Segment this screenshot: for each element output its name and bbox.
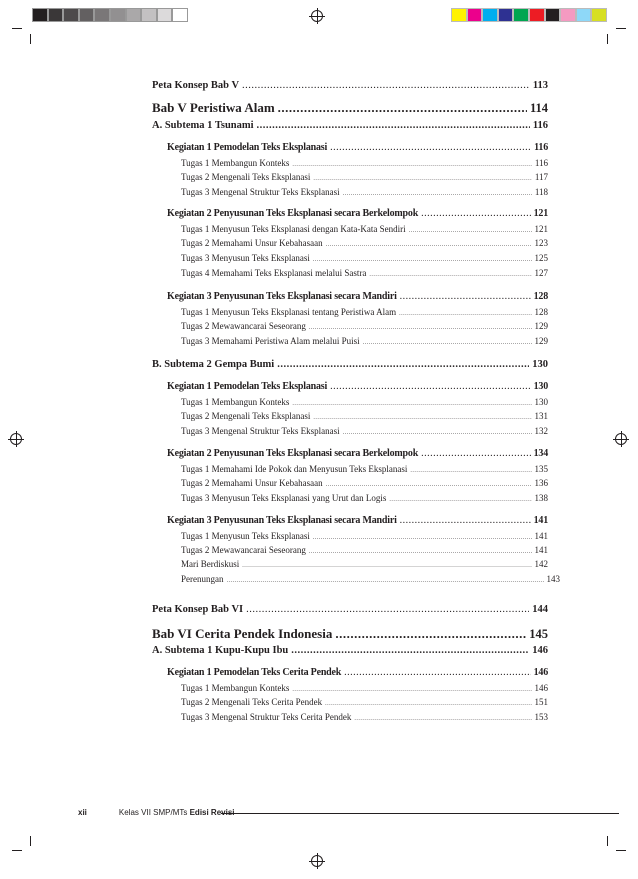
toc-entry-page: 125	[534, 253, 548, 263]
toc-entry-page: 123	[534, 238, 548, 248]
toc-entry[interactable]	[181, 464, 548, 474]
toc-entry-page: 134	[533, 448, 548, 459]
crop-mark	[30, 836, 31, 846]
toc-leader-dots	[400, 291, 531, 302]
toc-leader-dots	[313, 257, 532, 263]
toc-leader-dots	[409, 228, 532, 234]
toc-leader-dots	[325, 701, 531, 707]
toc-entry-label: A. Subtema 1 Kupu-Kupu Ibu	[152, 645, 289, 656]
toc-entry[interactable]	[181, 697, 548, 707]
toc-entry[interactable]	[152, 359, 548, 370]
toc-entry-page: 144	[532, 604, 548, 615]
toc-leader-dots	[313, 415, 531, 421]
toc-entry[interactable]	[181, 683, 548, 693]
toc-entry-label: Tugas 2 Mewawancarai Seseorang	[181, 321, 306, 331]
toc-entry[interactable]	[181, 336, 548, 346]
toc-entry-label: Peta Konsep Bab V	[152, 80, 240, 91]
toc-entry[interactable]	[181, 307, 548, 317]
toc-entry-page: 138	[534, 493, 548, 503]
toc-leader-dots	[344, 667, 530, 678]
toc-entry-label: Kegiatan 2 Penyusunan Teks Eksplanasi secara Berkelompok	[167, 208, 419, 219]
toc-entry[interactable]	[181, 545, 548, 555]
toc-entry-page: 141	[534, 545, 548, 555]
color-swatch	[451, 8, 467, 22]
toc-entry-page: 117	[534, 172, 548, 182]
toc-leader-dots	[292, 401, 531, 407]
color-swatch	[591, 8, 607, 22]
toc-entry-page: 127	[534, 268, 548, 278]
crop-mark	[607, 836, 608, 846]
toc-entry-label: Kegiatan 1 Pemodelan Teks Eksplanasi	[167, 142, 328, 153]
toc-leader-dots	[326, 482, 532, 488]
toc-leader-dots	[313, 535, 532, 541]
page-number: xii	[78, 808, 87, 817]
toc-entry-label: Tugas 1 Menyusun Teks Eksplanasi dengan Kata-Kata Sendiri	[181, 224, 406, 234]
toc-entry[interactable]	[152, 80, 548, 91]
toc-entry-page: 135	[534, 464, 548, 474]
gray-swatch	[79, 8, 95, 22]
grayscale-calibration-bar	[32, 8, 188, 22]
toc-leader-dots	[292, 687, 531, 693]
toc-entry-label: Tugas 3 Menyusun Teks Eksplanasi	[181, 253, 310, 263]
toc-leader-dots	[343, 191, 532, 197]
toc-entry[interactable]	[181, 158, 548, 168]
toc-leader-dots	[330, 142, 531, 153]
toc-entry[interactable]	[181, 426, 548, 436]
toc-leader-dots	[246, 604, 529, 615]
toc-entry[interactable]	[152, 100, 548, 116]
gray-swatch	[110, 8, 126, 22]
gray-swatch	[126, 8, 142, 22]
toc-entry-label: Kegiatan 1 Pemodelan Teks Cerita Pendek	[167, 667, 342, 678]
toc-entry-page: 130	[532, 359, 548, 370]
toc-entry[interactable]	[167, 515, 548, 526]
book-edition: Edisi Revisi	[189, 808, 235, 817]
toc-entry-label: Tugas 4 Memahami Teks Eksplanasi melalui Sastra	[181, 268, 367, 278]
toc-leader-dots	[313, 176, 531, 182]
toc-entry[interactable]	[167, 667, 548, 678]
color-swatch	[513, 8, 529, 22]
toc-entry-label: Kegiatan 2 Penyusunan Teks Eksplanasi secara Berkelompok	[167, 448, 419, 459]
toc-entry[interactable]	[181, 268, 548, 278]
toc-leader-dots	[330, 381, 531, 392]
toc-entry-label: Kegiatan 1 Pemodelan Teks Eksplanasi	[167, 381, 328, 392]
toc-entry-page: 116	[534, 142, 548, 153]
color-swatch	[560, 8, 576, 22]
toc-entry-label: Tugas 3 Mengenal Struktur Teks Cerita Pendek	[181, 712, 352, 722]
toc-entry-page: 121	[534, 224, 548, 234]
toc-entry-label: Tugas 1 Membangun Konteks	[181, 397, 290, 407]
toc-entry-label: Tugas 3 Mengenal Struktur Teks Eksplanasi	[181, 187, 340, 197]
toc-entry-label: Kegiatan 3 Penyusunan Teks Eksplanasi secara Mandiri	[167, 515, 397, 526]
crop-mark	[12, 850, 22, 851]
toc-leader-dots	[277, 359, 529, 370]
toc-entry[interactable]	[181, 712, 548, 722]
crop-mark	[12, 28, 22, 29]
toc-entry-page: 131	[534, 411, 548, 421]
color-swatch	[482, 8, 498, 22]
toc-entry[interactable]	[152, 626, 548, 642]
toc-entry[interactable]	[181, 478, 548, 488]
toc-entry[interactable]	[181, 172, 548, 182]
toc-entry-label: Tugas 2 Mengenali Teks Eksplanasi	[181, 172, 311, 182]
toc-entry-label: Tugas 3 Menyusun Teks Eksplanasi yang Urut dan Logis	[181, 493, 387, 503]
registration-mark-bottom	[311, 855, 323, 867]
gray-swatch	[157, 8, 173, 22]
toc-entry-label: Bab V Peristiwa Alam	[152, 100, 275, 115]
toc-leader-dots	[354, 716, 531, 722]
toc-entry-page: 116	[532, 120, 548, 131]
toc-entry-label: A. Subtema 1 Tsunami	[152, 120, 254, 131]
gray-swatch	[172, 8, 188, 22]
toc-entry[interactable]	[181, 321, 548, 331]
toc-entry-page: 121	[533, 208, 548, 219]
toc-entry-page: 145	[529, 627, 548, 641]
toc-entry[interactable]	[181, 493, 548, 503]
toc-leader-dots	[400, 515, 531, 526]
toc-entry-page: 141	[534, 531, 548, 541]
toc-entry-page: 143	[546, 574, 560, 584]
toc-entry-page: 130	[534, 397, 548, 407]
book-title-prefix: Kelas VII SMP/MTs	[118, 808, 190, 817]
color-swatch	[498, 8, 514, 22]
toc-entry[interactable]	[167, 381, 548, 392]
toc-leader-dots	[242, 80, 530, 91]
toc-entry-page: 129	[534, 321, 548, 331]
toc-entry-label: Bab VI Cerita Pendek Indonesia	[152, 626, 333, 641]
toc-leader-dots	[343, 430, 532, 436]
toc-leader-dots	[389, 497, 531, 503]
toc-leader-dots	[292, 162, 531, 168]
toc-entry-label: Tugas 2 Mewawancarai Seseorang	[181, 545, 306, 555]
toc-entry-page: 151	[534, 697, 548, 707]
toc-entry-label: Tugas 2 Mengenali Teks Eksplanasi	[181, 411, 311, 421]
toc-entry-page: 116	[534, 158, 548, 168]
gray-swatch	[32, 8, 48, 22]
toc-entry-page: 128	[533, 291, 548, 302]
toc-entry[interactable]	[181, 187, 548, 197]
toc-entry-label: Tugas 2 Memahami Unsur Kebahasaan	[181, 478, 323, 488]
crop-mark	[616, 28, 626, 29]
footer-rule	[221, 813, 619, 814]
crop-mark	[607, 34, 608, 44]
toc-leader-dots	[335, 626, 526, 642]
toc-entry[interactable]	[152, 645, 548, 656]
toc-entry-label: Tugas 2 Mengenali Teks Cerita Pendek	[181, 697, 323, 707]
toc-entry-page: 141	[533, 515, 548, 526]
toc-leader-dots	[291, 645, 529, 656]
toc-leader-dots	[309, 325, 532, 331]
book-title	[119, 808, 235, 817]
toc-leader-dots	[309, 549, 532, 555]
toc-entry-label: Tugas 1 Menyusun Teks Eksplanasi tentang Peristiwa Alam	[181, 307, 397, 317]
toc-entry-page: 146	[532, 645, 548, 656]
toc-entry-page: 118	[534, 187, 548, 197]
toc-entry-page: 113	[532, 80, 548, 91]
toc-entry[interactable]	[181, 397, 548, 407]
toc-entry-page: 146	[533, 667, 548, 678]
toc-leader-dots	[421, 448, 531, 459]
toc-leader-dots	[257, 120, 530, 131]
toc-leader-dots	[278, 100, 527, 116]
toc-entry[interactable]	[152, 604, 548, 615]
toc-entry[interactable]	[167, 291, 548, 302]
toc-entry[interactable]	[181, 238, 548, 248]
toc-leader-dots	[227, 578, 544, 584]
toc-entry-page: 128	[534, 307, 548, 317]
toc-entry-label: Tugas 1 Memahami Ide Pokok dan Menyusun Teks Eksplanasi	[181, 464, 408, 474]
color-swatch	[467, 8, 483, 22]
toc-entry-label: Tugas 3 Mengenal Struktur Teks Eksplanasi	[181, 426, 340, 436]
toc-entry-page: 130	[533, 381, 548, 392]
toc-leader-dots	[326, 242, 532, 248]
color-swatch	[576, 8, 592, 22]
toc-entry[interactable]	[181, 253, 548, 263]
toc-entry-page: 146	[534, 683, 548, 693]
toc-leader-dots	[369, 272, 531, 278]
toc-entry-label: Mari Berdiskusi	[181, 559, 240, 569]
toc-entry-label: Tugas 3 Memahami Peristiwa Alam melalui Puisi	[181, 336, 360, 346]
toc-entry-label: Tugas 1 Membangun Konteks	[181, 683, 290, 693]
toc-entry[interactable]	[167, 142, 548, 153]
toc-entry-label: Tugas 1 Menyusun Teks Eksplanasi	[181, 531, 310, 541]
toc-entry-page: 114	[529, 101, 548, 115]
color-calibration-bar	[451, 8, 607, 22]
toc-entry[interactable]	[167, 208, 548, 219]
toc-entry-page: 153	[534, 712, 548, 722]
toc-entry-label: Tugas 1 Membangun Konteks	[181, 158, 290, 168]
toc-leader-dots	[410, 468, 531, 474]
toc-entry-label: Perenungan	[181, 574, 224, 584]
toc-entry-label: B. Subtema 2 Gempa Bumi	[152, 359, 275, 370]
toc-leader-dots	[399, 311, 531, 317]
toc-leader-dots	[242, 563, 531, 569]
toc-entry[interactable]	[181, 559, 548, 569]
page-footer	[78, 808, 235, 817]
gray-swatch	[48, 8, 64, 22]
color-swatch	[529, 8, 545, 22]
registration-mark-right	[615, 433, 627, 445]
toc-entry-label: Kegiatan 3 Penyusunan Teks Eksplanasi secara Mandiri	[167, 291, 397, 302]
toc-entry-label: Peta Konsep Bab VI	[152, 604, 244, 615]
toc-entry[interactable]	[181, 531, 548, 541]
toc-leader-dots	[363, 340, 532, 346]
gray-swatch	[63, 8, 79, 22]
toc-entry-label: Tugas 2 Memahami Unsur Kebahasaan	[181, 238, 323, 248]
toc-entry-page: 136	[534, 478, 548, 488]
registration-mark-left	[10, 433, 22, 445]
toc-entry[interactable]	[181, 574, 560, 584]
toc-entry-page: 129	[534, 336, 548, 346]
toc-entry[interactable]	[152, 120, 548, 131]
color-swatch	[545, 8, 561, 22]
crop-mark	[616, 850, 626, 851]
toc-entry-page: 132	[534, 426, 548, 436]
toc-entry[interactable]	[181, 224, 548, 234]
crop-mark	[30, 34, 31, 44]
registration-mark-top	[311, 10, 323, 22]
gray-swatch	[94, 8, 110, 22]
toc-leader-dots	[421, 208, 531, 219]
toc-entry[interactable]	[167, 448, 548, 459]
toc-entry-page: 142	[534, 559, 548, 569]
gray-swatch	[141, 8, 157, 22]
toc-entry[interactable]	[181, 411, 548, 421]
